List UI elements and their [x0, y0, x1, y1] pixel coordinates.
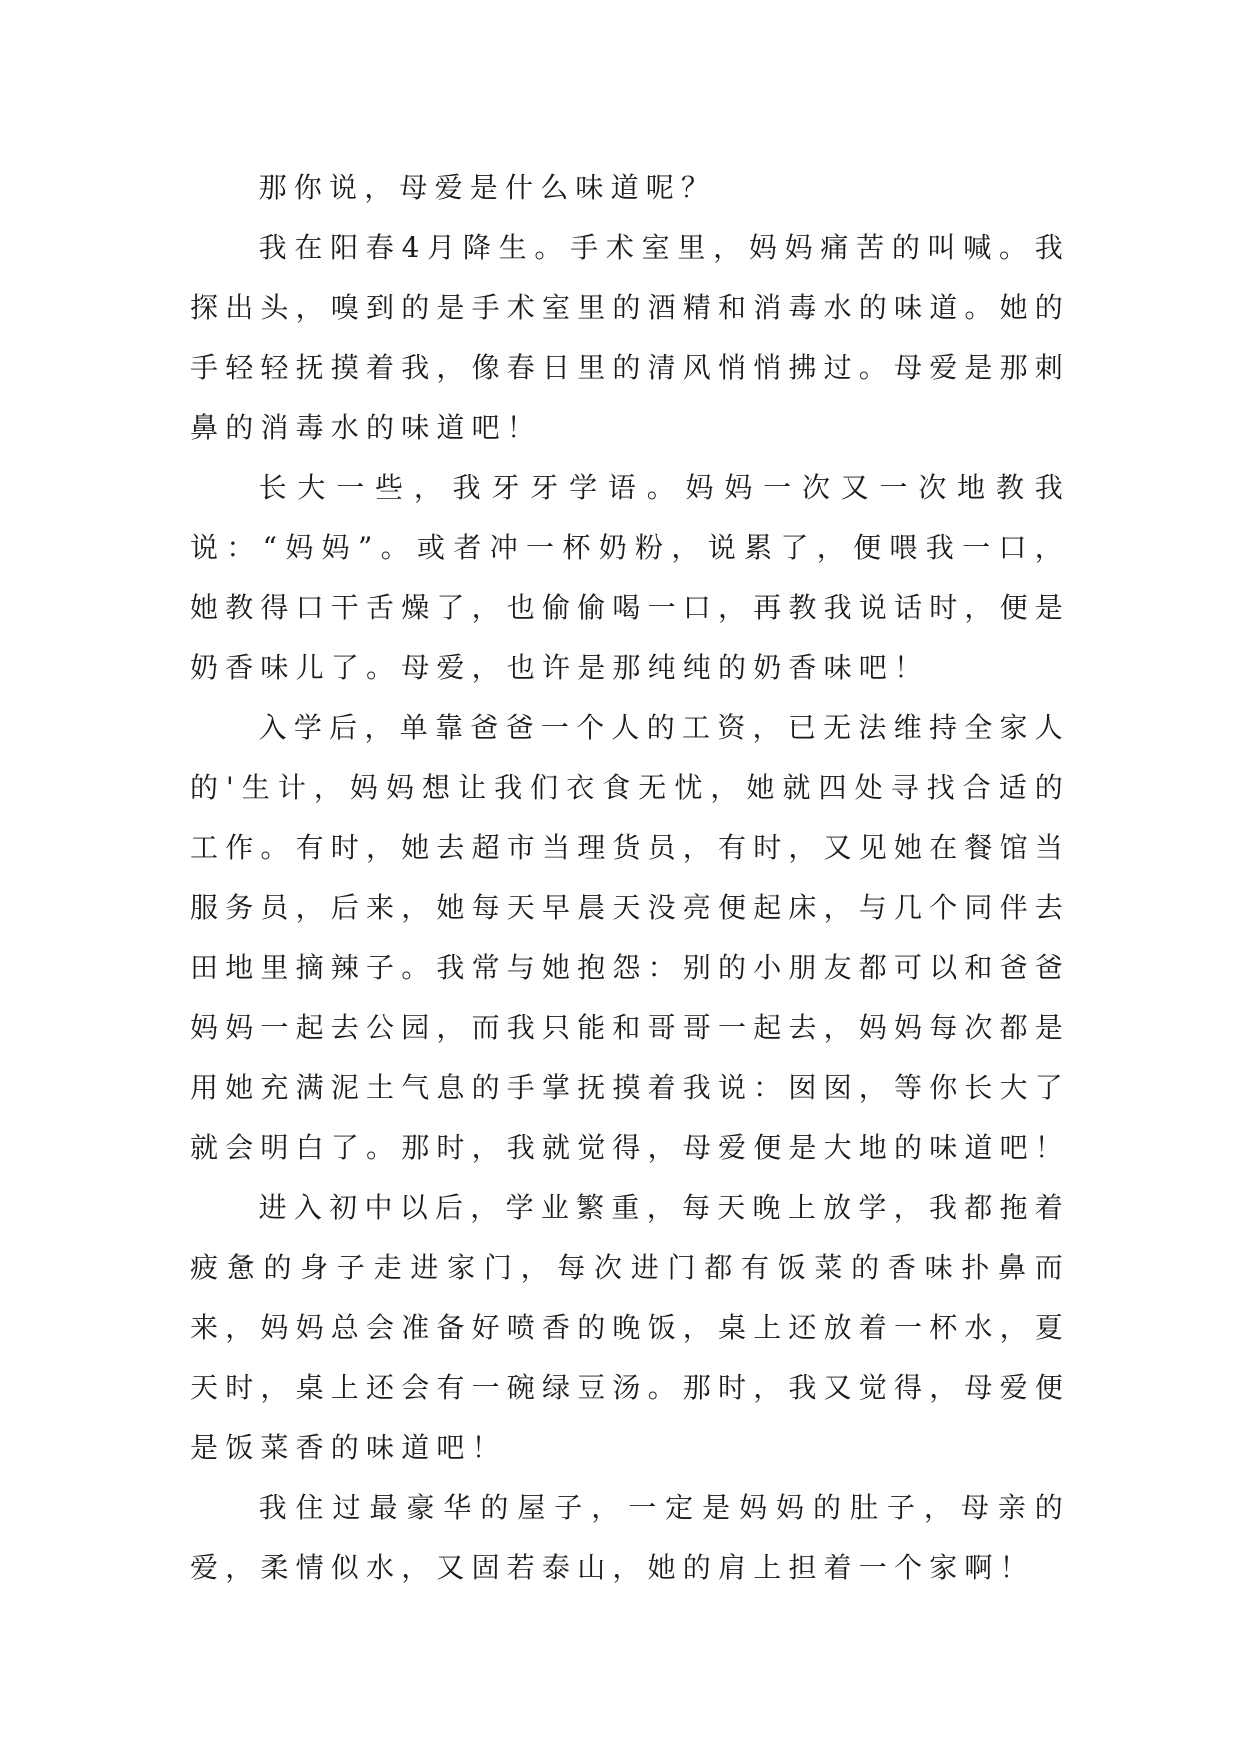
paragraph-4: 入学后，单靠爸爸一个人的工资，已无法维持全家人的'生计，妈妈想让我们衣食无忧，她就四处寻找合适的工作。有时，她去超市当理货员，有时，又见她在餐馆当服务员，后来，她每天早晨天没亮便起床，与几个同伴去田地里摘辣子。我常与她抱怨：别的小朋友都可以和爸爸妈妈一起去公园，而我只能和哥哥一起去，妈妈每次都是用她充满泥土气息的手掌抚摸着我说：囡囡，等你长大了就会明白了。那时，我就觉得，母爱便是大地的味道吧！ [190, 711, 1071, 1164]
paragraph-1: 那你说，母爱是什么味道呢？ [258, 171, 717, 204]
paragraph-5: 进入初中以后，学业繁重，每天晚上放学，我都拖着疲惫的身子走进家门，每次进门都有饭菜的香味扑鼻而来，妈妈总会准备好喷香的晚饭，桌上还放着一杯水，夏天时，桌上还会有一碗绿豆汤。那时，我又觉得，母爱便是饭菜香的味道吧！ [190, 1191, 1071, 1464]
essay-body [190, 158, 1070, 1598]
paragraph-6: 我住过最豪华的屋子，一定是妈妈的肚子，母亲的爱，柔情似水，又固若泰山，她的肩上担着一个家啊！ [190, 1491, 1070, 1584]
paragraph-3: 长大一些，我牙牙学语。妈妈一次又一次地教我说：“妈妈”。或者冲一杯奶粉，说累了，便喂我一口，她教得口干舌燥了，也偷偷喝一口，再教我说话时，便是奶香味儿了。母爱，也许是那纯纯的奶香味吧！ [190, 471, 1071, 684]
paragraph-2: 我在阳春4月降生。手术室里，妈妈痛苦的叫喊。我探出头，嗅到的是手术室里的酒精和消毒水的味道。她的手轻轻抚摸着我，像春日里的清风悄悄拂过。母爱是那刺鼻的消毒水的味道吧！ [190, 231, 1071, 444]
